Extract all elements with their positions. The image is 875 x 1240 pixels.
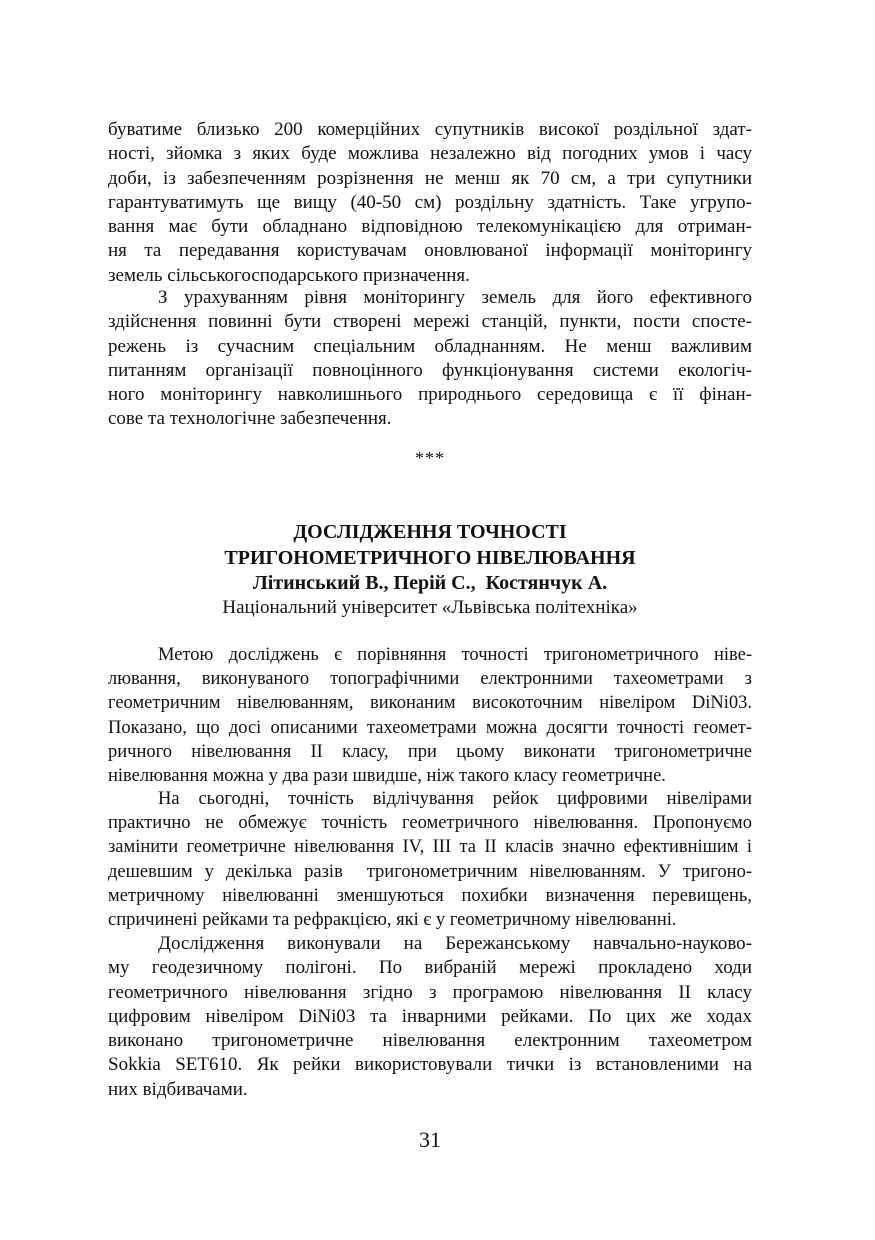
text-line: метричному нівелюванні зменшуються похибки визначення перевищень, (108, 885, 752, 906)
text-line: му геодезичному полігоні. По вибраній мережі прокладено ходи (108, 957, 752, 979)
abstract-paragraph-1 (108, 643, 752, 788)
article-title (108, 519, 752, 571)
document-page (108, 0, 752, 1240)
text-line: режень із сучасним спеціальним обладнанням. Не менш важливим (108, 335, 752, 357)
text-line: цифровим нівеліром DiNi03 та інварними рейками. По цих же ходах (108, 1005, 752, 1027)
text-line: Показано, що досі описаними тахеометрами можна досягти точності геомет- (108, 717, 752, 738)
article-title-line: ДОСЛІДЖЕННЯ ТОЧНОСТІ (293, 521, 567, 543)
section-separator: *** (415, 448, 445, 468)
abstract-paragraph-3 (108, 932, 752, 1102)
text-line: Дослідження виконували на Бережанському навчально-науково- (158, 933, 752, 954)
continuation-paragraph (108, 118, 752, 288)
text-line: доби, із забезпеченням розрізнення не менш як 70 см, а три супутники (108, 167, 752, 189)
text-line: виконано тригонометричне нівелювання електронним тахеометром (108, 1030, 752, 1052)
text-line: замінити геометричне нівелювання IV, III та II класів значно ефективнішим і (108, 837, 752, 858)
text-line: здійснення повинні бути створені мережі станцій, пункти, пости спосте- (108, 311, 752, 333)
text-line: Sokkia SET610. Як рейки використовували тички із встановленими на (108, 1054, 752, 1076)
text-line: З урахуванням рівня моніторингу земель для його ефективного (158, 287, 752, 308)
text-line: земель сільськогосподарського призначення. (108, 264, 470, 286)
text-line: буватиме близько 200 комерційних супутників високої роздільної здат- (108, 119, 752, 140)
text-line: них відбивачами. (108, 1078, 248, 1100)
text-line: сове та технологічне забезпечення. (108, 408, 392, 430)
text-line: вання має бути обладнано відповідною телекомунікацією для отриман- (108, 216, 752, 238)
text-line: На сьогодні, точність відлічування рейок цифровими нівелірами (158, 789, 752, 809)
article-affiliation: Національний університет «Львівська політехніка» (222, 597, 638, 618)
text-line: геометричним нівелюванням, виконаним високоточним нівеліром DiNi03. (108, 693, 752, 714)
text-line: ності, зйомка з яких буде можлива незалежно від погодних умов і часу (108, 143, 752, 165)
text-line: спричинені рейками та рефракцією, які є у геометричному нівелюванні. (108, 910, 677, 931)
text-line: питанням організації повноцінного функціонування системи екологіч- (108, 359, 752, 381)
article-title-line: ТРИГОНОМЕТРИЧНОГО НІВЕЛЮВАННЯ (224, 547, 636, 569)
text-line: ня та передавання користувачам оновлюваної інформації моніторингу (108, 240, 752, 262)
text-line: нівелювання можна у два рази швидше, ніж такого класу геометричне. (108, 766, 666, 787)
text-line: лювання, виконуваного топографічними електронними тахеометрами з (108, 669, 752, 690)
article-authors: Літинський В., Перій С., Костянчук А. (252, 572, 608, 594)
text-line: практично не обмежує точність геометричного нівелювання. Пропонуємо (108, 813, 752, 834)
text-line: ного моніторингу навколишнього природнього середовища є її фінан- (108, 384, 752, 406)
text-line: гарантуватимуть ще вищу (40-50 см) роздільну здатність. Таке угрупо- (108, 191, 752, 213)
text-line: ричного нівелювання II класу, при цьому виконати тригонометричне (108, 741, 752, 762)
page-number: 31 (419, 1127, 441, 1152)
text-line: дешевшим у декілька разів тригонометричним нівелюванням. У тригоно- (108, 861, 752, 882)
abstract-paragraph-2 (108, 787, 752, 932)
text-line: Метою досліджень є порівняння точності тригонометричного ніве- (158, 645, 752, 665)
monitoring-paragraph (108, 286, 752, 432)
text-line: геометричного нівелювання згідно з програмою нівелювання II класу (108, 981, 752, 1003)
